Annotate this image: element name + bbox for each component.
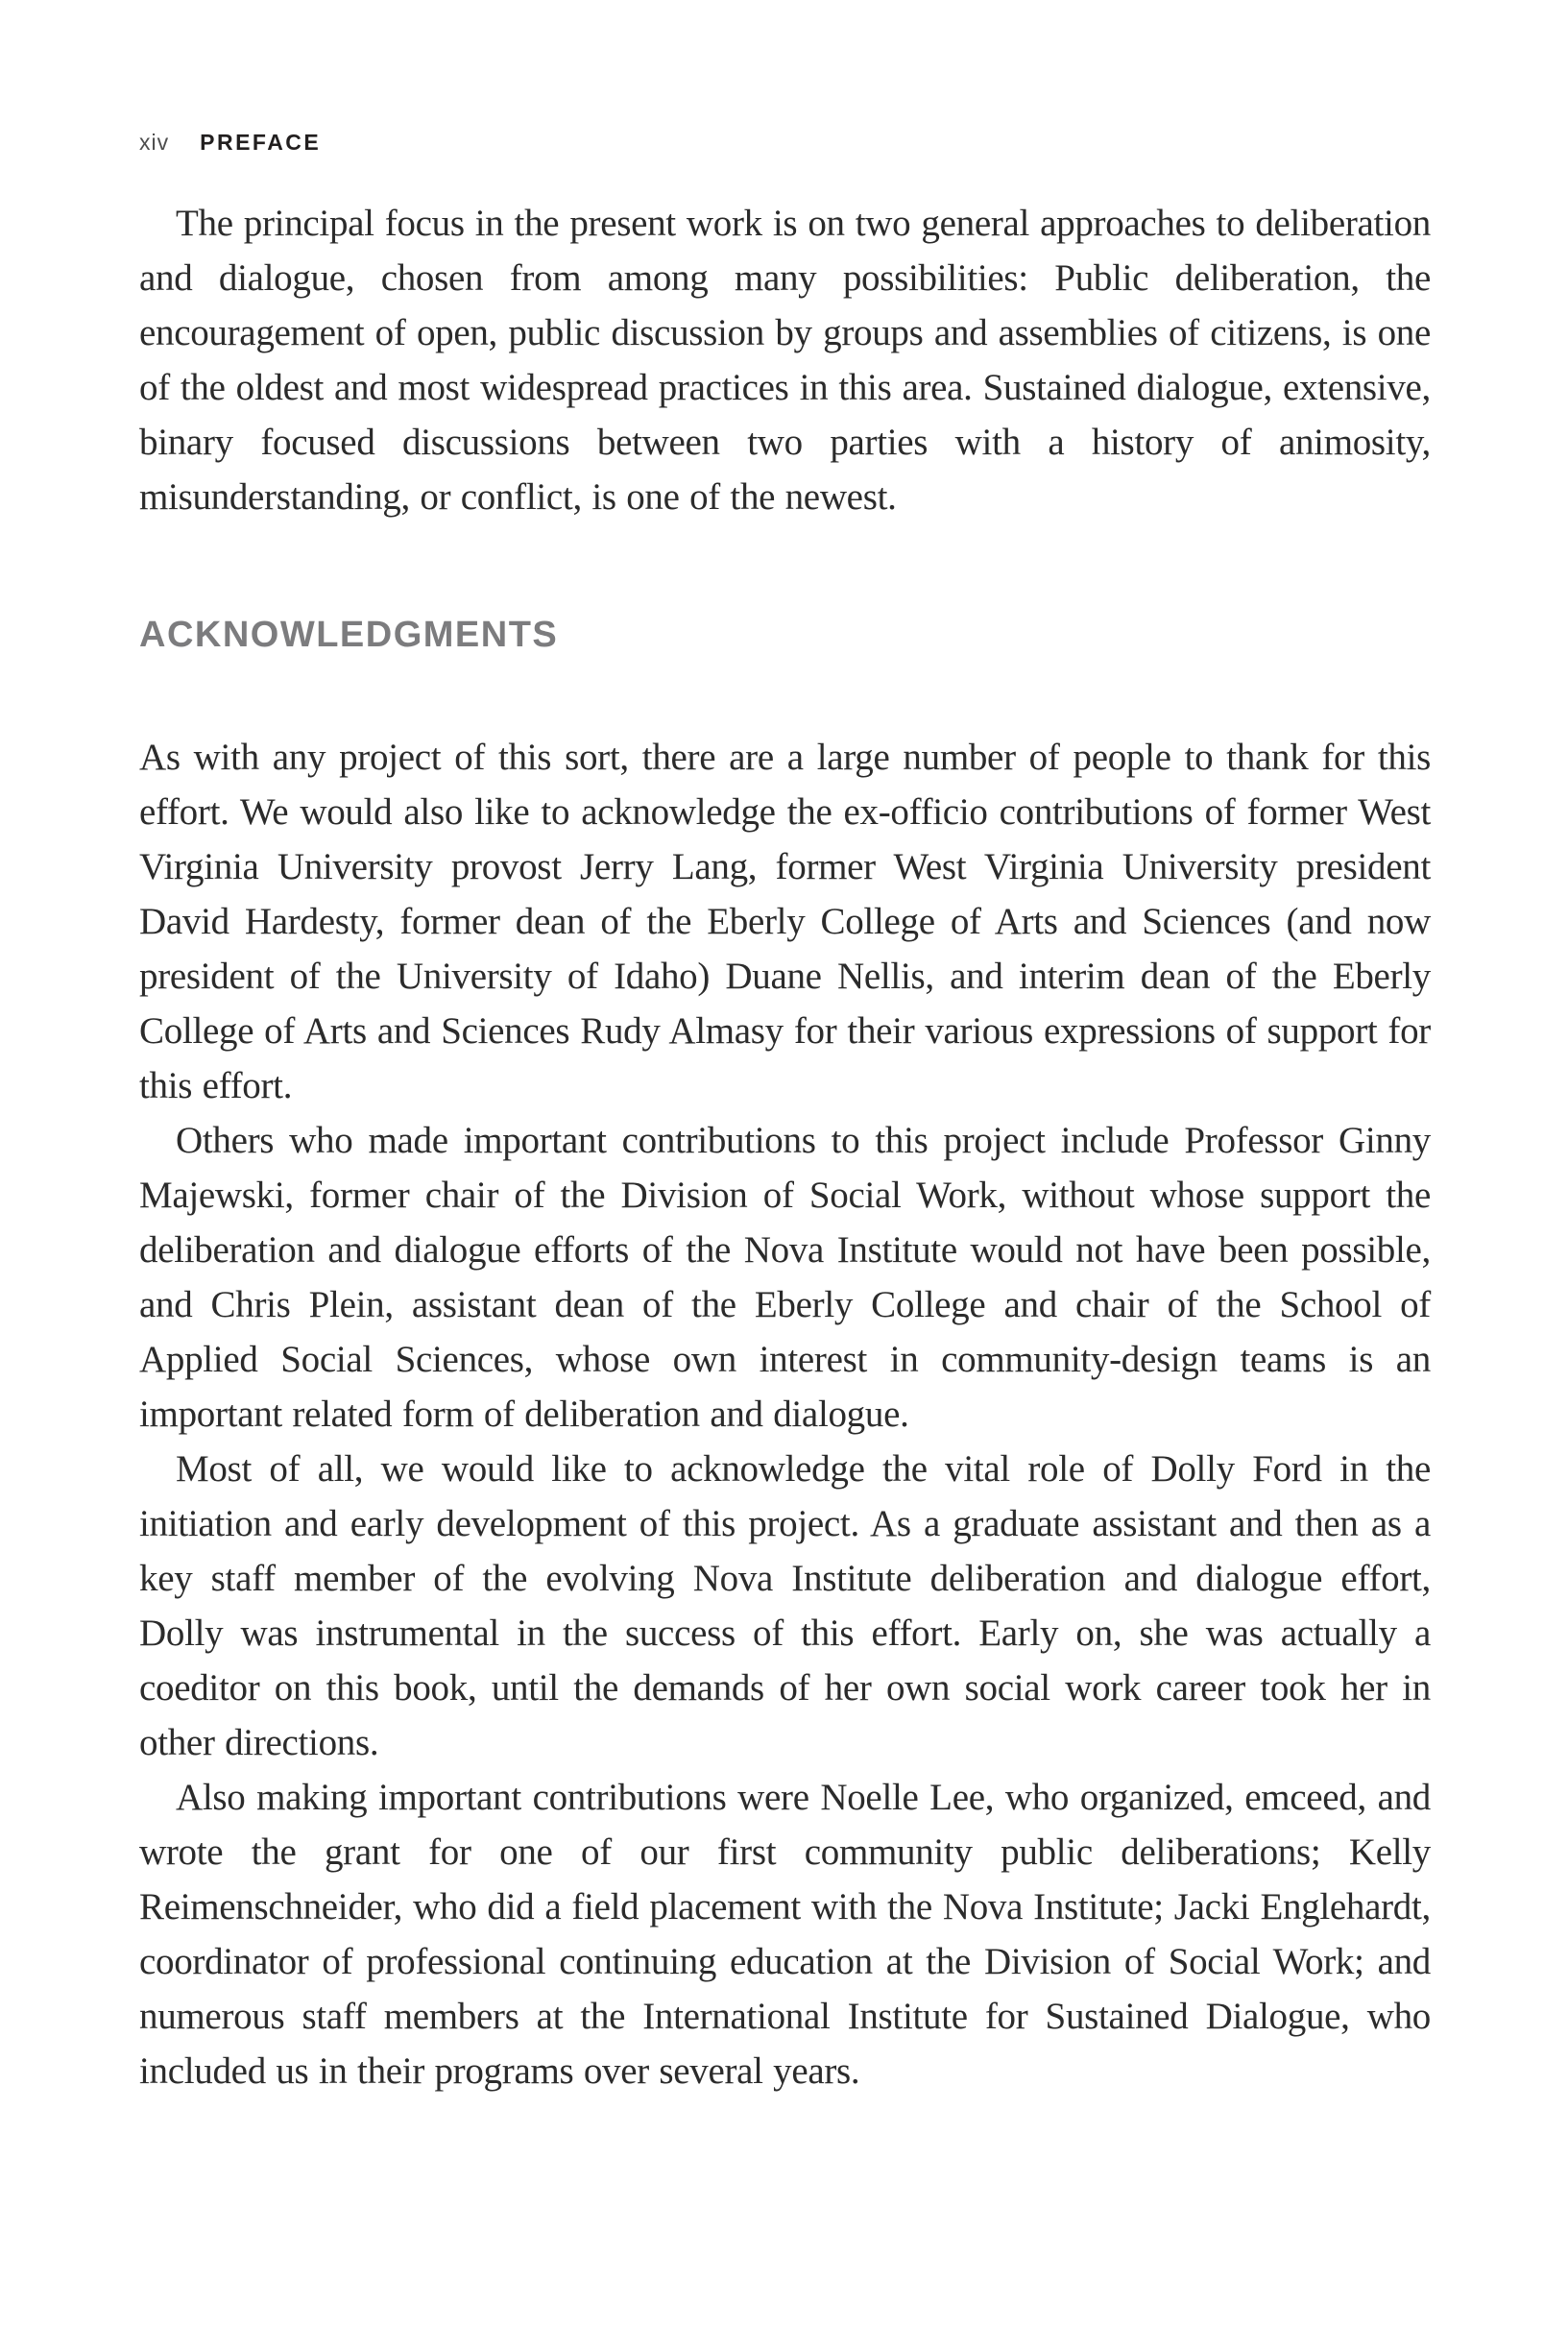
running-head-title: PREFACE — [200, 130, 322, 155]
acknowledgments-paragraph-2: Others who made important contributions to this project include Professor Ginny Majewski, former chair of the Division of Social Work, without whose support the deliberation and dialogue efforts of the Nova Institute would not have been possible, and Chris Plein, assistant dean of the Eberly College and chair of the School of Applied Social Sciences, whose own interest in community-design teams is an important related form of deliberation and dialogue. — [139, 1120, 1431, 1435]
acknowledgments-paragraph-1: As with any project of this sort, there are a large number of people to thank for this effort. We would also like to acknowledge the ex-officio contributions of former West Virginia University provost Jerry Lang, former West Virginia University president David Hardesty, former dean of the Eberly College of Arts and Sciences (and now president of the University of Idaho) Duane Nellis, and interim dean of the Eberly College of Arts and Sciences Rudy Almasy for their various expressions of support for this effort. — [139, 737, 1431, 1106]
running-header — [139, 132, 1431, 154]
page-number: xiv — [139, 130, 170, 155]
acknowledgments-paragraph-3: Most of all, we would like to acknowledge the vital role of Dolly Ford in the initiation and early development of this project. As a graduate assistant and then as a key staff member of the evolving Nova Institute deliberation and dialogue effort, Dolly was instrumental in the success of this effort. Early on, she was actually a coeditor on this book, until the demands of her own social work career took her in other directions. — [139, 1448, 1431, 1763]
acknowledgments-paragraph-4: Also making important contributions were Noelle Lee, who organized, emceed, and wrote the grant for one of our first community public deliberations; Kelly Reimenschneider, who did a field placement with the Nova Institute; Jacki Englehardt, coordinator of professional continuing education at the Division of Social Work; and numerous staff members at the International Institute for Sustained Dialogue, who included us in their programs over several years. — [139, 1777, 1431, 2092]
acknowledgments-heading: ACKNOWLEDGMENTS — [139, 615, 559, 655]
preface-intro-paragraph: The principal focus in the present work is on two general approaches to deliberation and dialogue, chosen from among many possibilities: Public deliberation, the encouragement of open, public discussion by groups and assemblies of citizens, is one of the oldest and most widespread practices in this area. Sustained dialogue, extensive, binary focused discussions between two parties with a history of animosity, misunderstanding, or conflict, is one of the newest. — [139, 203, 1431, 518]
page-body — [139, 196, 1431, 2098]
